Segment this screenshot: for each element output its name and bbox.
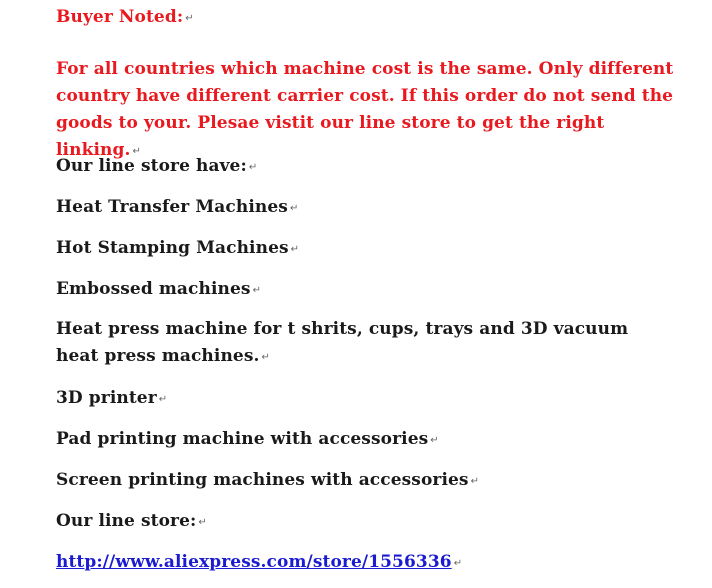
store-link[interactable]: http://www.aliexpress.com/store/1556336 <box>56 552 452 572</box>
store-link-line <box>56 549 696 577</box>
store-intro: Our line store have: ↵ <box>56 156 258 176</box>
paragraph-mark-icon: ↵ <box>158 394 168 405</box>
paragraph-mark-icon: ↵ <box>453 558 463 569</box>
paragraph-mark-icon: ↵ <box>252 285 262 296</box>
paragraph-mark-icon: ↵ <box>289 203 299 214</box>
buyer-noted-heading: Buyer Noted: ↵ <box>56 7 194 27</box>
paragraph-mark-icon: ↵ <box>290 244 300 255</box>
paragraph-mark-icon: ↵ <box>132 146 141 157</box>
paragraph-mark-icon: ↵ <box>185 13 194 24</box>
product-item: Heat press machine for t shrits, cups, trays and 3D vacuum heat press machines. ↵ <box>56 319 629 366</box>
product-item: Heat Transfer Machines ↵ <box>56 197 299 217</box>
notice-paragraph: For all countries which machine cost is the same. Only different country have different carrier cost. If this order do not send the goods to your. Plesae vistit our line store to get the right linking. ↵ <box>56 59 674 160</box>
product-item: Pad printing machine with accessories ↵ <box>56 429 439 449</box>
product-item: Embossed machines ↵ <box>56 279 262 299</box>
product-item: 3D printer ↵ <box>56 388 168 408</box>
store-label: Our line store: ↵ <box>56 511 207 531</box>
product-item: Screen printing machines with accessories ↵ <box>56 470 480 490</box>
paragraph-mark-icon: ↵ <box>261 352 271 363</box>
paragraph-mark-icon: ↵ <box>430 435 439 446</box>
paragraph-mark-icon: ↵ <box>198 517 207 528</box>
paragraph-mark-icon: ↵ <box>470 476 480 487</box>
paragraph-mark-icon: ↵ <box>248 162 258 173</box>
product-item: Hot Stamping Machines ↵ <box>56 238 300 258</box>
